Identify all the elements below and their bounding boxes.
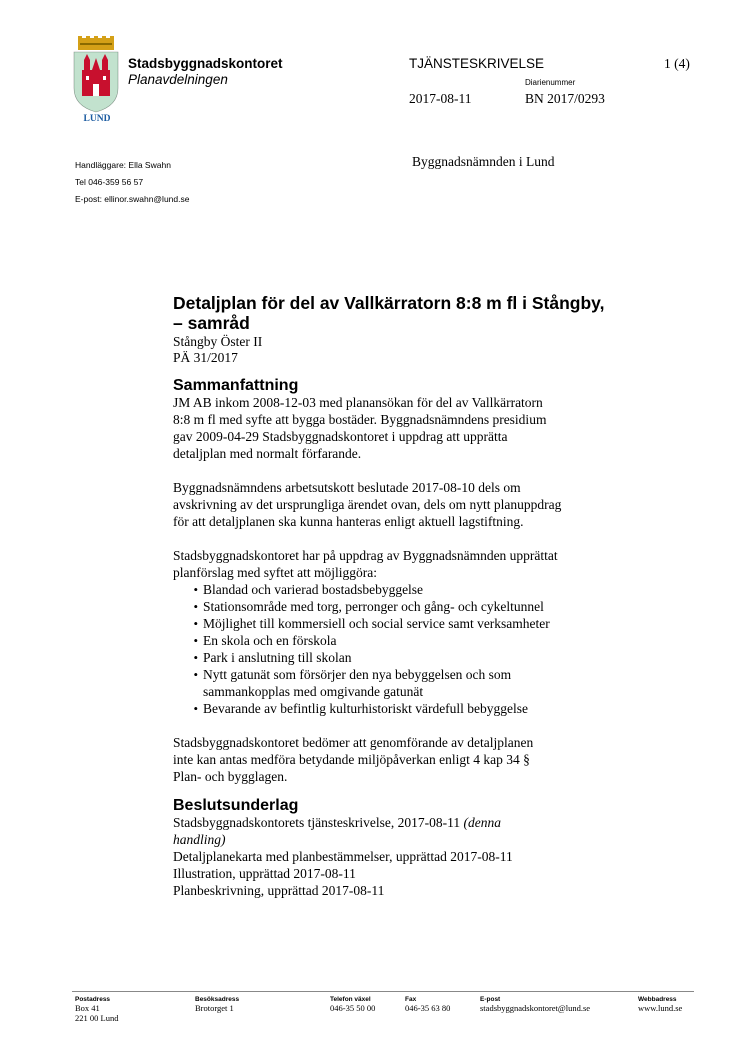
document-date: 2017-08-11 [409, 91, 472, 106]
recipient: Byggnadsnämnden i Lund [412, 154, 555, 169]
footer-webbadress: Webbadress www.lund.se [638, 996, 683, 1013]
paragraph: Stadsbyggnadskontoret har på uppdrag av Byggnadsnämnden upprättat planförslag med syftet att möjliggöra: [173, 548, 558, 580]
list-item: • Park i anslutning till skolan [173, 649, 693, 666]
plan-reference: PÄ 31/2017 [173, 349, 238, 365]
list-item: • Stationsområde med torg, perronger och gång- och cykeltunnel [173, 598, 693, 615]
list-item: • Bevarande av befintlig kulturhistoriskt värdefull bebyggelse [173, 700, 693, 717]
list-item: • Nytt gatunät som försörjer den nya bebyggelsen och som sammankopplas med omgivande gatunät [173, 666, 693, 700]
org-name: Stadsbyggnadskontoret [128, 56, 283, 71]
purpose-list [173, 581, 693, 717]
section-heading-sammanfattning: Sammanfattning [173, 377, 299, 394]
list-item: • Möjlighet till kommersiell och social service samt verksamheter [173, 615, 693, 632]
handler-phone: Tel 046-359 56 57 [75, 177, 144, 187]
list-item: • Blandad och varierad bostadsbebyggelse [173, 581, 693, 598]
area-name: Stångby Öster II [173, 334, 263, 349]
paragraph: Byggnadsnämndens arbetsutskott beslutade 2017-08-10 dels om avskrivning av det ursprungliga ärendet ovan, dels om nytt planuppdrag för att detaljplanen ska kunna hanteras enligt aktuell lagstiftning. [173, 480, 562, 529]
title-line-2: – samråd [173, 313, 250, 333]
paragraph: Stadsbyggnadskontoret bedömer att genomförande av detaljplanen inte kan antas medföra betydande miljöpåverkan enligt 4 kap 34 § Plan- och bygglagen. [173, 735, 534, 784]
document-title [173, 293, 693, 333]
paragraph: Stadsbyggnadskontorets tjänsteskrivelse, 2017-08-11 (denna handling) Detaljplanekarta med planbestämmelser, upprättad 2017-08-11 Illustration, upprättad 2017-08-11 Planbeskrivning, upprättad 2017-08-11 [173, 815, 513, 898]
footer-divider [72, 991, 694, 992]
diarie-label: Diarienummer [525, 78, 576, 87]
footer-postadress: Postadress Box 41 221 00 Lund [75, 996, 119, 1023]
org-department: Planavdelningen [128, 72, 228, 87]
lund-coat-of-arms-logo [72, 36, 120, 128]
footer-fax: Fax 046-35 63 80 [405, 996, 451, 1013]
diarie-number: BN 2017/0293 [525, 91, 605, 106]
main-content [173, 293, 693, 899]
paragraph: JM AB inkom 2008-12-03 med planansökan för del av Vallkärratorn 8:8 m fl med syfte att bygga bostäder. Byggnadsnämndens presidium gav 2009-04-29 Stadsbyggnadskontoret i uppdrag att upprätta detaljplan med normalt förfarande. [173, 395, 547, 461]
document-type: TJÄNSTESKRIVELSE [409, 56, 545, 71]
list-item: • En skola och en förskola [173, 632, 693, 649]
section-heading-beslutsunderlag: Beslutsunderlag [173, 797, 299, 814]
footer-epost: E-post stadsbyggnadskontoret@lund.se [480, 996, 591, 1013]
handler-name: Handläggare: Ella Swahn [75, 160, 171, 170]
page-number: 1 (4) [664, 56, 690, 71]
title-line-1: Detaljplan för del av Vallkärratorn 8:8 m fl i Stångby, [173, 293, 605, 313]
logo-text: LUND [83, 114, 111, 124]
footer-besoksadress: Besöksadress Brotorget 1 [195, 996, 240, 1013]
footer-telefon: Telefon växel 046-35 50 00 [330, 996, 376, 1013]
handler-email: E-post: ellinor.swahn@lund.se [75, 194, 190, 204]
